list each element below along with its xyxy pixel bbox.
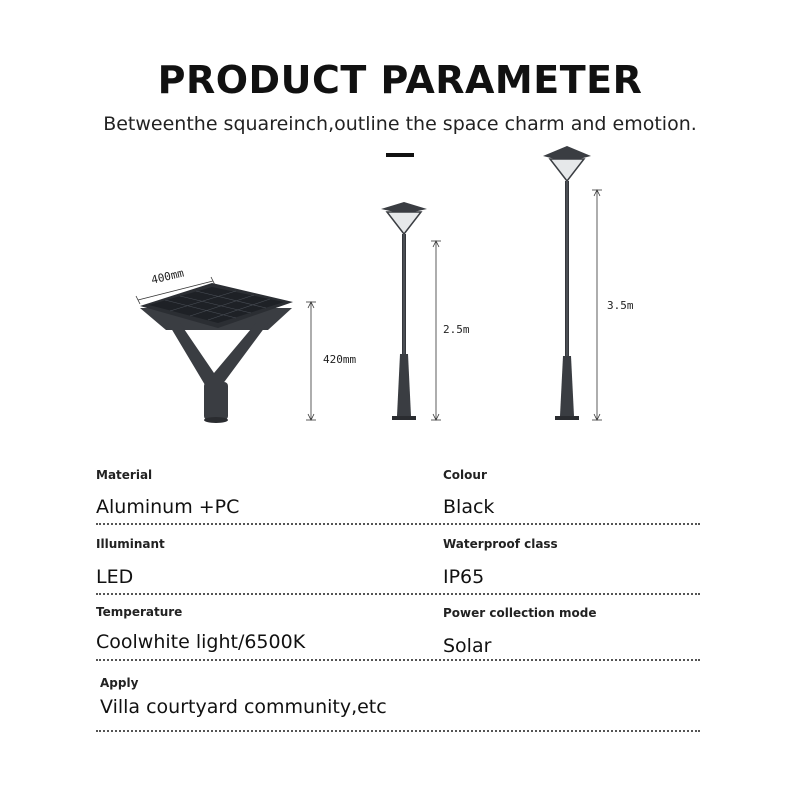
- tall-pole-height-label: 3.5m: [607, 299, 634, 312]
- apply-label: Apply: [100, 676, 139, 690]
- temperature-value: Coolwhite light/6500K: [96, 631, 306, 653]
- short-pole-dimension-line: [431, 241, 441, 420]
- page-title: PRODUCT PARAMETER: [157, 58, 643, 102]
- tall-pole-dimension-line: [592, 190, 602, 420]
- lamp-height-dimension-line: [306, 302, 316, 420]
- material-label: Material: [96, 468, 153, 482]
- illuminant-label: Illuminant: [96, 537, 165, 551]
- row-divider: [96, 523, 700, 525]
- short-pole-lamp: [381, 202, 427, 420]
- power-label: Power collection mode: [443, 606, 597, 620]
- solar-lamp-head: [140, 283, 293, 423]
- illuminant-value: LED: [96, 566, 134, 588]
- apply-value: Villa courtyard community,etc: [100, 696, 387, 718]
- colour-label: Colour: [443, 468, 487, 482]
- row-divider: [96, 659, 700, 661]
- lamp-width-label: 400mm: [150, 266, 186, 287]
- power-value: Solar: [443, 635, 492, 657]
- waterproof-value: IP65: [443, 566, 485, 588]
- row-divider: [96, 593, 700, 595]
- short-pole-height-label: 2.5m: [443, 323, 470, 336]
- tall-pole-lamp: [543, 146, 591, 420]
- page-subtitle: Betweenthe squareinch,outline the space charm and emotion.: [103, 113, 697, 135]
- row-divider: [96, 730, 700, 732]
- temperature-label: Temperature: [96, 605, 183, 619]
- lamp-height-label: 420mm: [323, 353, 357, 366]
- colour-value: Black: [443, 496, 495, 518]
- waterproof-label: Waterproof class: [443, 537, 558, 551]
- material-value: Aluminum +PC: [96, 496, 240, 518]
